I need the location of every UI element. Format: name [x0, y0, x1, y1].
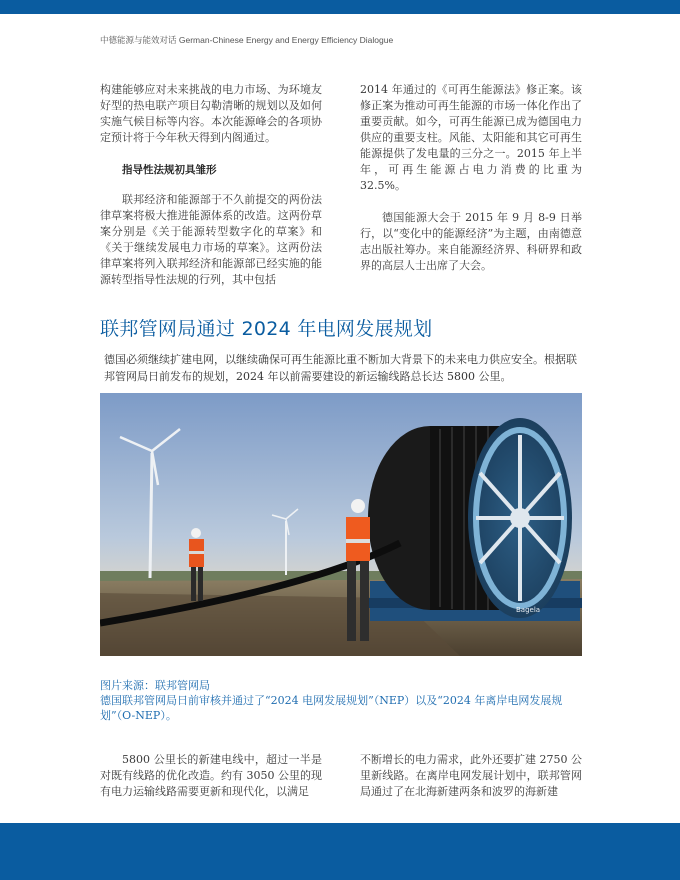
subheading: 指导性法规初具雏形	[122, 164, 217, 176]
paragraph: 5800 公里长的新建电线中，超过一半是对既有线路的优化改造。约有 3050 公里的现有电力运输线路需要更新和现代化，以满足	[100, 753, 322, 798]
paragraph: 不断增长的电力需求，此外还要扩建 2750 公里新线路。在离岸电网发展计划中，联邦管网局通过了在北海新建两条和波罗的海新建	[360, 753, 582, 798]
bottom-color-bar	[0, 823, 680, 880]
caption-text: 德国联邦管网局日前审核并通过了“2024 电网发展规划”（NEP）以及“2024 年离岸电网发展规划”（O-NEP）。	[100, 694, 563, 722]
svg-text:Bagela: Bagela	[516, 606, 541, 614]
paragraph: 构建能够应对未来挑战的电力市场、为环境友好型的热电联产项目勾勒清晰的规划以及如何实施气候目标等内容。本次能源峰会的各项协定预计将于今年秋天得到内阁通过。	[100, 83, 322, 144]
top-color-bar	[0, 0, 680, 14]
photo-caption	[100, 678, 590, 723]
bottom-left-column	[100, 752, 322, 800]
section-lead: 德国必须继续扩建电网，以继续确保可再生能源比重不断加大背景下的未来电力供应安全。根据联邦管网局日前发布的规划，2024 年以前需要建设的新运输线路总长达 5800 公里。	[104, 353, 577, 383]
section-title: 联邦管网局通过 2024 年电网发展规划	[100, 318, 433, 340]
cable-drum-photo	[100, 393, 582, 656]
running-header: 中德能源与能效对话 German-Chinese Energy and Energy Efficiency Dialogue	[100, 35, 394, 45]
paragraph: 2014 年通过的《可再生能源法》修正案。该修正案为推动可再生能源的市场一体化作出了重要贡献。如今，可再生能源已成为德国电力供应的重要支柱。风能、太阳能和其它可再生能源提供了发电量的三分之一。2015 年上半年，可再生能源占电力消费的比重为 32.5%。	[360, 83, 582, 192]
photo-source: 图片来源：联邦管网局	[100, 679, 210, 692]
paragraph: 联邦经济和能源部于不久前提交的两份法律草案将极大推进能源体系的改造。这两份草案分别是《关于能源转型数字化的草案》和《关于继续发展电力市场的草案》。这两份法律草案将列入联邦经济和能源部已经实施的能源转型指导性法规的行列，其中包括	[100, 193, 322, 286]
top-left-column	[100, 82, 322, 288]
paragraph: 德国能源大会于 2015 年 9 月 8-9 日举行，以“变化中的能源经济”为主题，由南德意志出版社筹办。来自能源经济界、科研界和政界的高层人士出席了大会。	[360, 211, 582, 272]
bottom-right-column	[360, 752, 582, 800]
top-right-column	[360, 82, 582, 274]
